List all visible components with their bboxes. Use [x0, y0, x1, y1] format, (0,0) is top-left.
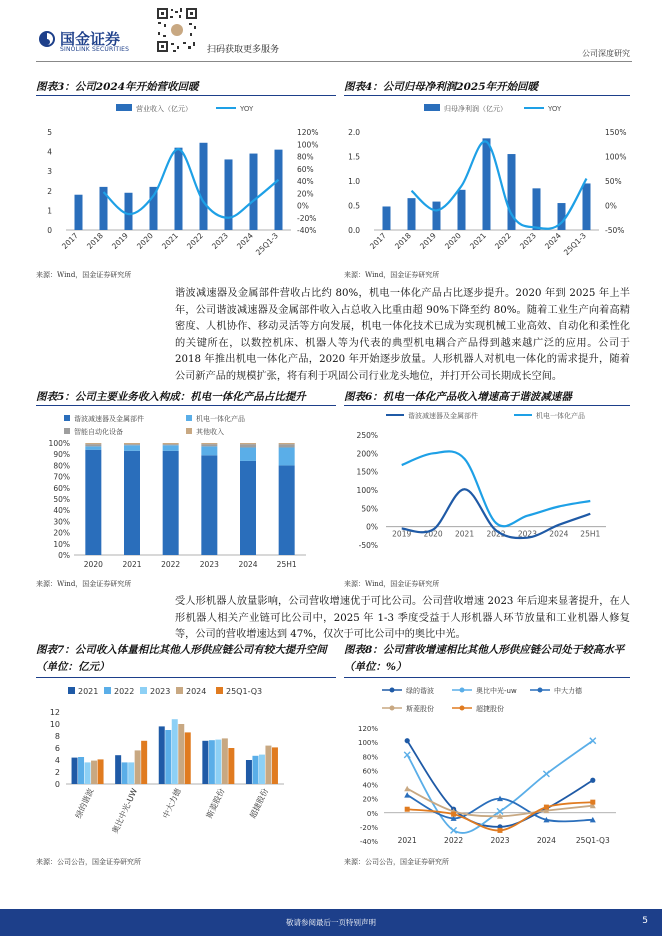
x-tick-label: 25Q1-Q3 — [575, 836, 610, 845]
company-logo — [38, 28, 148, 56]
y-left-tick-label: 1.5 — [348, 152, 360, 162]
y-tick-label: 100% — [48, 439, 70, 448]
bar — [222, 738, 228, 784]
legend-marker — [390, 706, 395, 711]
x-tick-label: 2022 — [444, 836, 464, 845]
body-paragraph-1: 谐波减速器及金属部件营收占比约 80%，机电一体化产品占比逐步提升。2020 年到 2025 年上半年，公司谐波减速器及金属部件收入占总收入比重由超 90%下降至约 80%。随着工业生产向着高精密度、人机协作、移动灵活等方向发展，机电一体化技术已成为实现机械工业高效、自动化和柔性化的关键所在，以数控机床、机器人等为代表的典型机电耦合产品得到越来越广泛的应用。公司于 2018 年推出机电一体化产品，2020 年开始逐步放量。人形机器人对机电一体化的需求提升，随着公司新产品的规模扩张，将有利于巩固公司行业龙头地位，并打开公司长期成长空间。 — [175, 288, 630, 382]
figure5-title: 图表5：公司主要业务收入构成：机电一体化产品占比提升 — [36, 391, 306, 403]
stacked-bar-segment — [124, 444, 140, 445]
figure7-source: 来源：公司公告，国金证券研究所 — [36, 858, 141, 866]
legend-label: 绿的谐波 — [406, 687, 434, 695]
bar — [202, 741, 208, 784]
legend-label: 2022 — [114, 687, 135, 696]
bar — [458, 190, 466, 230]
figure4-chart — [344, 98, 634, 264]
point — [404, 786, 410, 792]
bar — [72, 758, 78, 784]
bar — [165, 730, 171, 784]
x-tick-label: 2022 — [486, 529, 506, 539]
x-tick-label: 2023 — [199, 560, 219, 569]
legend-marker — [460, 706, 465, 711]
stacked-bar-segment — [85, 450, 101, 555]
stacked-bar-segment — [163, 451, 179, 555]
x-tick-label: 中大力德 — [161, 787, 183, 820]
y-left-tick-label: 1 — [47, 206, 52, 216]
x-tick-label: 2023 — [490, 836, 510, 845]
y-tick-label: 100% — [357, 739, 378, 748]
legend-swatch-bar — [424, 104, 440, 111]
bar — [115, 755, 121, 784]
bar — [125, 193, 133, 230]
y-tick-label: -50% — [358, 541, 378, 550]
bar — [135, 750, 141, 784]
bar — [85, 762, 91, 784]
bar — [259, 755, 265, 784]
x-tick-label: 奥比中光-UW — [110, 787, 140, 835]
bar — [483, 138, 491, 230]
y-left-tick-label: 0.0 — [348, 226, 360, 235]
y-left-tick-label: 2.0 — [348, 128, 360, 137]
y-tick-label: 50% — [361, 504, 378, 514]
y-right-tick-label: 100% — [297, 140, 319, 150]
stacked-bar-segment — [240, 444, 256, 447]
point — [405, 738, 410, 743]
x-tick-label: 2024 — [543, 231, 563, 251]
stacked-bar-segment — [85, 444, 101, 446]
x-tick-label: 25Q1-3 — [561, 231, 588, 258]
x-tick-label: 2021 — [455, 529, 475, 539]
legend-swatch-bar — [116, 104, 132, 111]
stacked-bar-segment — [279, 447, 295, 465]
figure3-title: 图表3：公司2024年开始营收回暖 — [36, 81, 199, 93]
point — [543, 771, 549, 777]
page-footer — [0, 909, 662, 936]
bar — [433, 202, 441, 230]
stacked-bar-segment — [201, 443, 217, 444]
legend-label-bar: 归母净利润（亿元） — [444, 105, 507, 113]
figure8-chart — [344, 680, 634, 850]
y-right-tick-label: -50% — [605, 226, 625, 235]
y-right-tick-label: 120% — [297, 128, 319, 137]
bar — [252, 756, 258, 784]
logo-mark-icon — [38, 30, 56, 48]
y-tick-label: 6 — [54, 744, 60, 753]
figure7-rule — [36, 677, 336, 678]
stacked-bar-segment — [201, 446, 217, 455]
figure6-rule — [344, 405, 630, 406]
x-tick-label: 2023 — [517, 529, 537, 539]
legend-label: 智能自动化设备 — [74, 428, 123, 436]
bar — [209, 740, 215, 784]
y-tick-label: 30% — [53, 517, 70, 527]
legend-label: 25Q1-Q3 — [226, 687, 263, 696]
point — [590, 778, 595, 783]
point — [590, 738, 596, 744]
bar — [200, 143, 208, 230]
point — [404, 752, 410, 758]
x-tick-label: 2017 — [368, 231, 388, 251]
stacked-bar-segment — [85, 446, 101, 449]
bar — [98, 759, 104, 784]
point — [404, 792, 410, 798]
bar — [128, 762, 134, 784]
y-tick-label: 80% — [53, 461, 70, 471]
stacked-bar-segment — [201, 444, 217, 446]
bar — [583, 183, 591, 230]
x-tick-label: 25H1 — [580, 529, 601, 539]
y-tick-label: 0% — [58, 551, 70, 560]
bar — [185, 732, 191, 784]
figure4-source: 来源：Wind，国金证券研究所 — [344, 271, 440, 279]
stacked-bar-segment — [279, 465, 295, 555]
bar — [265, 746, 271, 784]
bar — [250, 154, 258, 230]
figure5-source: 来源：Wind，国金证券研究所 — [36, 580, 132, 588]
y-tick-label: 60% — [362, 767, 378, 776]
logo-english: SINOLINK SECURITIES — [60, 46, 130, 53]
stacked-bar-segment — [163, 445, 179, 451]
report-type-label: 公司深度研究 — [582, 49, 630, 58]
y-tick-label: 4 — [54, 756, 60, 765]
figure3-chart — [36, 98, 336, 264]
x-tick-label: 2021 — [122, 560, 142, 569]
bar — [172, 719, 178, 784]
y-tick-label: 0 — [54, 780, 60, 789]
x-tick-label: 2023 — [518, 231, 538, 251]
bar — [122, 762, 128, 784]
y-tick-label: 50% — [53, 495, 70, 504]
y-right-tick-label: 100% — [605, 152, 627, 162]
point — [590, 800, 595, 805]
figure3-source: 来源：Wind，国金证券研究所 — [36, 271, 132, 279]
bar — [141, 741, 147, 784]
x-tick-label: 绿的谐波 — [73, 787, 96, 820]
y-right-tick-label: 150% — [605, 128, 627, 137]
y-tick-label: 100% — [356, 486, 378, 495]
qr-code[interactable] — [155, 6, 199, 54]
figure3-rule — [36, 95, 336, 96]
y-tick-label: 70% — [53, 472, 70, 482]
x-tick-label: 2022 — [185, 231, 205, 251]
header-rule — [36, 61, 632, 62]
y-left-tick-label: 4 — [47, 147, 52, 157]
stacked-bar-segment — [124, 443, 140, 444]
x-tick-label: 2023 — [210, 231, 230, 251]
y-left-tick-label: 5 — [47, 128, 52, 137]
y-tick-label: 20% — [362, 795, 378, 804]
legend-label: 超捷股份 — [476, 705, 504, 713]
legend-label-bar: 营业收入（亿元） — [136, 105, 192, 113]
legend-swatch — [64, 428, 70, 434]
x-tick-label: 2021 — [397, 836, 417, 845]
y-right-tick-label: 20% — [297, 189, 314, 199]
bar — [175, 148, 183, 230]
x-tick-label: 2020 — [443, 231, 463, 251]
y-right-tick-label: -20% — [297, 213, 317, 223]
x-tick-label: 2020 — [83, 560, 103, 569]
x-tick-label: 2018 — [85, 231, 105, 251]
point — [544, 805, 549, 810]
point — [498, 828, 503, 833]
bar — [78, 757, 84, 784]
x-tick-label: 2021 — [160, 231, 180, 251]
legend-label: 2021 — [78, 687, 99, 696]
y-tick-label: 20% — [53, 528, 70, 538]
figure8-rule — [344, 677, 630, 678]
legend-label: 其他收入 — [196, 428, 224, 436]
y-left-tick-label: 0 — [47, 226, 52, 235]
x-tick-label: 2019 — [392, 529, 412, 539]
stacked-bar-segment — [85, 443, 101, 444]
legend-label: 2023 — [150, 687, 171, 696]
body-paragraph-2: 受人形机器人放量影响，公司营收增速优于可比公司。公司营收增速 2023 年后迎来显著提升，在人形机器人相关产业链可比公司中，2025 年 1-3 季度受益于人形机器人环节放量和工业机器人修复等，公司的营收增速达到 47%，仅次于可比公司中的奥比中光。 — [175, 596, 630, 641]
series-line — [402, 451, 591, 526]
y-tick-label: -40% — [359, 838, 378, 846]
bar — [408, 198, 416, 230]
stacked-bar-segment — [124, 451, 140, 555]
point — [451, 812, 456, 817]
y-right-tick-label: 50% — [605, 177, 622, 186]
x-tick-label: 2024 — [536, 836, 556, 845]
legend-swatch — [140, 687, 147, 694]
bar — [246, 760, 252, 784]
figure6-source: 来源：Wind，国金证券研究所 — [344, 580, 440, 588]
legend-label: 谐波减速器及金属部件 — [408, 412, 478, 420]
y-right-tick-label: 80% — [297, 152, 314, 162]
y-left-tick-label: 2 — [47, 186, 52, 196]
point — [405, 807, 410, 812]
y-tick-label: 10% — [53, 539, 70, 549]
y-tick-label: 200% — [356, 449, 378, 459]
bar — [272, 747, 278, 784]
x-tick-label: 2021 — [468, 231, 488, 251]
y-tick-label: 0% — [366, 809, 378, 818]
figure6-chart — [344, 407, 634, 573]
bar — [150, 187, 158, 230]
y-tick-label: 250% — [356, 431, 378, 440]
bar — [75, 195, 83, 230]
y-left-tick-label: 0.5 — [348, 201, 360, 211]
figure5-rule — [36, 405, 336, 406]
x-tick-label: 2019 — [418, 231, 438, 251]
x-tick-label: 2020 — [135, 231, 155, 251]
legend-label: 奥比中光-uw — [476, 687, 517, 695]
bar — [275, 150, 283, 230]
logo-name: 国金证券 — [60, 30, 121, 48]
bar — [228, 748, 234, 784]
y-right-tick-label: 60% — [297, 164, 314, 174]
legend-swatch — [68, 687, 75, 694]
y-tick-label: 0% — [366, 522, 378, 532]
x-tick-label: 25H1 — [276, 560, 297, 569]
legend-swatch — [186, 415, 192, 421]
legend-swatch — [216, 687, 223, 694]
footer-disclaimer: 敬请参阅最后一页特别声明 — [286, 918, 376, 927]
legend-swatch — [64, 415, 70, 421]
bar — [533, 188, 541, 230]
y-left-tick-label: 1.0 — [348, 177, 360, 186]
stacked-bar-segment — [163, 443, 179, 444]
bar — [178, 724, 184, 784]
x-tick-label: 2022 — [493, 231, 513, 251]
y-tick-label: 80% — [362, 753, 378, 762]
figure8-title: 图表8：公司营收增速相比其他人形供应链公司处于较高水平（单位：%） — [344, 644, 625, 673]
y-right-tick-label: 40% — [297, 177, 314, 186]
qr-caption: 扫码获取更多服务 — [207, 45, 280, 55]
y-tick-label: 2 — [54, 768, 60, 777]
stacked-bar-segment — [240, 461, 256, 555]
bar — [91, 761, 97, 784]
stacked-bar-segment — [279, 443, 295, 444]
legend-marker — [390, 688, 395, 693]
x-tick-label: 2017 — [60, 231, 80, 251]
figure4-title: 图表4：公司归母净利润2025年开始回暖 — [344, 81, 539, 93]
figure7-chart — [36, 680, 336, 850]
y-tick-label: -20% — [359, 823, 378, 832]
legend-label: 机电一体化产品 — [196, 415, 245, 423]
figure6-title: 图表6：机电一体化产品收入增速高于谐波减速器 — [344, 391, 572, 403]
stacked-bar-segment — [240, 443, 256, 444]
legend-label-line: YOY — [240, 105, 254, 113]
legend-swatch — [104, 687, 111, 694]
stacked-bar-segment — [201, 455, 217, 555]
y-left-tick-label: 3 — [47, 167, 52, 177]
legend-marker — [538, 688, 543, 693]
page-number: 5 — [642, 916, 648, 926]
stacked-bar-segment — [124, 445, 140, 451]
x-tick-label: 2018 — [393, 231, 413, 251]
y-tick-label: 12 — [49, 708, 60, 717]
x-tick-label: 2019 — [110, 231, 130, 251]
x-tick-label: 斯菱股份 — [204, 787, 227, 820]
bar — [225, 159, 233, 230]
y-tick-label: 40% — [53, 506, 70, 516]
x-tick-label: 2024 — [549, 529, 569, 539]
figure8-source: 来源：公司公告，国金证券研究所 — [344, 858, 449, 866]
y-tick-label: 10 — [49, 720, 60, 729]
bar — [159, 726, 165, 784]
legend-label: 中大力德 — [554, 687, 582, 695]
point — [451, 827, 457, 833]
x-tick-label: 2020 — [423, 529, 443, 539]
stacked-bar-segment — [240, 447, 256, 460]
legend-swatch — [176, 687, 183, 694]
y-tick-label: 60% — [53, 483, 70, 493]
y-right-tick-label: -40% — [297, 226, 317, 235]
legend-swatch — [186, 428, 192, 434]
legend-label: 斯菱股份 — [406, 705, 434, 713]
legend-marker — [460, 688, 465, 693]
legend-label-line: YOY — [548, 105, 562, 113]
x-tick-label: 超捷股份 — [248, 787, 271, 820]
y-right-tick-label: 0% — [605, 201, 617, 211]
bar — [215, 740, 221, 784]
x-tick-label: 25Q1-3 — [253, 231, 280, 258]
x-tick-label: 2024 — [235, 231, 255, 251]
figure5-chart — [36, 407, 336, 573]
figure7-title: 图表7：公司收入体量相比其他人形供应链公司有较大提升空间（单位：亿元） — [36, 644, 327, 673]
figure4-rule — [344, 95, 630, 96]
y-tick-label: 150% — [356, 467, 378, 477]
y-tick-label: 120% — [357, 725, 378, 733]
x-tick-label: 2024 — [238, 560, 258, 569]
x-tick-label: 2022 — [161, 560, 181, 569]
y-tick-label: 40% — [362, 781, 378, 790]
stacked-bar-segment — [279, 444, 295, 447]
y-tick-label: 90% — [53, 450, 70, 460]
bar — [383, 206, 391, 230]
legend-label: 2024 — [186, 687, 207, 696]
stacked-bar-segment — [163, 444, 179, 445]
legend-label: 机电一体化产品 — [536, 412, 585, 420]
y-right-tick-label: 0% — [297, 201, 309, 211]
y-tick-label: 8 — [54, 732, 60, 741]
legend-label: 谐波减速器及金属部件 — [74, 415, 144, 423]
